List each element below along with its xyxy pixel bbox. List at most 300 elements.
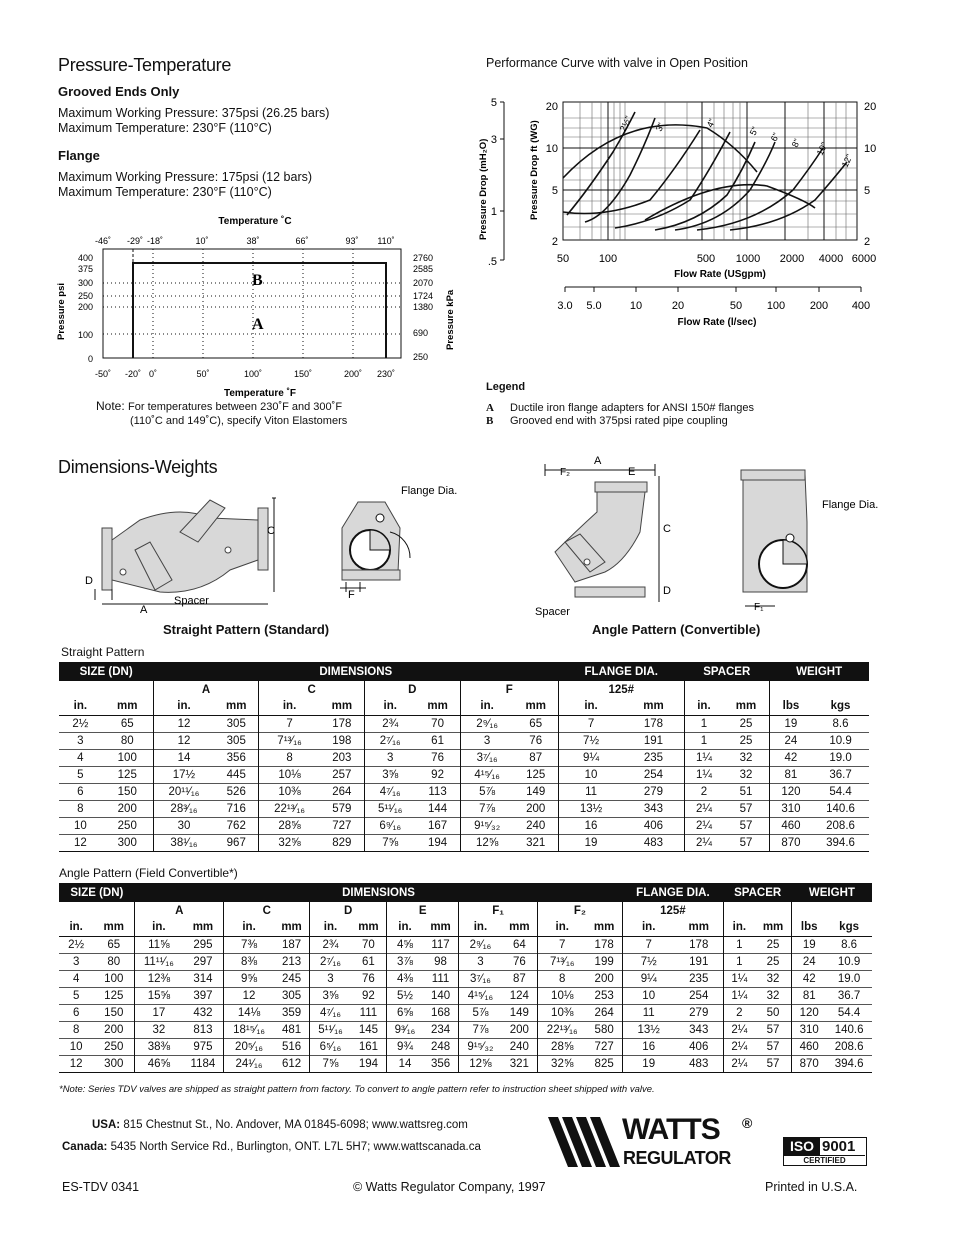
table-cell: 149 [509,1006,529,1019]
straight-label-f: F [348,589,355,601]
table-cell: 264 [594,1006,614,1019]
unit-header: mm [423,919,459,936]
table-cell: 305 [226,734,246,747]
table-cell: 30 [153,817,214,834]
table-cell: 140.6 [826,802,855,815]
ls-tick: 100 [766,300,786,312]
table-cell: 9³⁄₁₆ [387,1021,423,1038]
table-cell: 10 [73,819,87,832]
table-cell: 5⅞ [459,1004,502,1021]
table-cell: 295 [193,938,213,951]
table-cell: 10⅜ [538,1004,587,1021]
watts-stripes-icon [548,1115,628,1170]
unit-header: lbs [769,698,812,715]
table-cell: 235 [689,972,709,985]
table-cell: 343 [689,1023,709,1036]
pt-top-ticks [95,236,395,246]
pt-right-tick: 2585 [413,264,434,274]
usgpm-tick: 6000 [851,253,877,265]
table-cell: 199 [594,955,614,968]
pt-top-tick: 93˚ [345,236,359,246]
unit-header: mm [351,919,387,936]
ls-tick: 50 [729,300,743,312]
table-cell: 1¼ [684,749,723,766]
table-cell: 394.6 [834,1057,864,1070]
table-cell: 150 [117,785,137,798]
curve-8 [675,142,775,230]
table-cell: 3⁷⁄₁₆ [460,749,513,766]
table-cell: 10⅛ [538,987,587,1004]
table-cell: 15⅝ [135,987,183,1004]
table-cell: 3 [364,749,415,766]
table-cell: 57 [766,1040,780,1053]
table-row [59,749,869,766]
table-cell: 24 [769,732,812,749]
pt-right-tick: 250 [413,352,429,362]
dimensions-title: Dimensions-Weights [58,457,218,477]
table-cell: 2 [684,783,723,800]
ls-ticks [557,300,870,312]
table-cell: 3⅞ [387,953,423,970]
table-cell: 2½ [72,717,89,730]
pt-bottom-tick: 230˚ [376,369,396,379]
table-row [59,987,872,1004]
table-cell: 25 [766,938,780,951]
col-dimensions: DIMENSIONS [153,662,558,681]
table-cell: 161 [358,1040,378,1053]
table-cell: 10⅜ [259,783,320,800]
unit-header: in. [59,919,93,936]
table-cell: 8 [538,970,587,987]
pt-top-tick: 10˚ [195,236,209,246]
pt-left-axis-title: Pressure psi [56,282,67,340]
table-cell: 2¼ [723,1055,754,1072]
table-cell: 36.7 [837,989,861,1002]
performance-curves [563,112,847,230]
pt-bottom-tick: -20˚ [124,369,142,379]
usgpm-axis-title: Flow Rate (USgpm) [674,269,766,280]
pt-bottom-tick: 50˚ [196,369,210,379]
table-cell: 145 [358,1023,378,1036]
table-cell: 432 [193,1006,213,1019]
table-cell: 305 [281,989,302,1002]
table-cell: 12⅝ [459,1055,502,1072]
pt-bottom-axis-title: Temperature ˚F [223,388,297,399]
table-cell: 12 [73,836,87,849]
table-cell: 245 [281,972,302,985]
ls-tick: 20 [671,300,685,312]
col-f1: F₁ [459,902,538,919]
table-cell: 111 [431,972,450,985]
table-cell: 1 [723,953,754,970]
table-cell: 42 [769,749,812,766]
table-cell: 61 [362,955,375,968]
legend-b-key: B [486,415,494,427]
table-cell: 191 [643,734,664,747]
table-cell: 7⅞ [460,800,513,817]
table-cell: 80 [107,955,121,968]
straight-label-spacer: Spacer [174,595,209,607]
pt-left-tick: 200 [77,302,93,312]
pt-note-label: Note: [96,399,125,413]
table-cell: 76 [512,955,526,968]
table-cell: 65 [120,717,134,730]
table-cell: 194 [358,1057,378,1070]
table-cell: 81 [792,987,826,1004]
unit-header: in. [460,698,513,715]
table-cell: 264 [332,785,352,798]
pt-right-axis-title: Pressure kPa [445,289,456,350]
col-spacer: SPACER [684,662,769,681]
table-cell: 8.6 [832,717,849,730]
angle-label-d: D [663,585,671,597]
col-c: C [224,902,310,919]
table-cell: 194 [427,836,448,849]
legend-b-text: Grooved end with 375psi rated pipe coupling [510,415,728,427]
table-cell: 967 [226,836,246,849]
table-cell: 38⅜ [135,1038,183,1055]
table-cell: 17½ [153,766,214,783]
table-cell: 167 [427,819,448,832]
table-cell: 208.6 [826,819,855,832]
pt-bottom-tick: 200˚ [343,369,363,379]
unit-header: mm [623,698,684,715]
usgpm-tick: 500 [696,253,716,265]
table-cell: 234 [430,1023,451,1036]
angle-label-f2: F₂ [560,467,570,478]
legend-item-b [486,415,728,427]
col-dimensions: DIMENSIONS [135,883,623,902]
table-cell: 16 [622,1038,674,1055]
table-cell: 42 [792,970,826,987]
usgpm-tick: 50 [556,253,570,265]
table-cell: 2¼ [723,1021,754,1038]
unit-header: in. [558,698,623,715]
table-cell: 140.6 [834,1023,864,1036]
table-subheader-row [59,681,869,698]
pt-top-tick: -29˚ [126,236,144,246]
table-cell: 10.9 [829,734,852,747]
table-cell: 829 [332,836,352,849]
table-cell: 32 [766,989,780,1002]
table-row [59,834,869,851]
unit-header: mm [274,919,310,936]
straight-pattern-drawing [80,480,458,620]
table-cell: 300 [117,836,137,849]
table-cell: 120 [792,1004,826,1021]
table-cell: 100 [104,972,124,985]
table-cell: 11⅝ [135,936,183,953]
pt-note-line2: (110˚C and 149˚C), specify Viton Elastomers [130,415,348,427]
table-cell: 254 [643,768,664,781]
unit-header: mm [755,919,792,936]
table-cell: 406 [643,819,664,832]
table-cell: 7¹³⁄₁₆ [259,732,320,749]
legend-a-key: A [486,402,494,414]
table-cell: 24 [792,953,826,970]
table-cell: 149 [526,785,546,798]
table-cell: 975 [193,1040,213,1053]
table-cell: 203 [332,751,352,764]
usgpm-tick: 4000 [818,253,844,265]
table-cell: 13½ [622,1021,674,1038]
col-a: A [135,902,224,919]
iso-badge [783,1137,867,1166]
flange-specs [58,170,312,200]
angle-pattern-caption: Angle Pattern (Convertible) [592,622,761,637]
right-tick: 10 [864,143,877,155]
copyright: © Watts Regulator Company, 1997 [353,1180,546,1194]
unit-header: mm [214,698,259,715]
pt-bottom-ticks [95,369,395,379]
angle-pattern-table [59,883,872,1073]
table-row [59,800,869,817]
table-cell: 7½ [558,732,623,749]
table-cell: 32⅝ [538,1055,587,1072]
straight-label-c: C [267,525,275,537]
curve-12 [730,162,847,230]
table-cell: 6⁹⁄₁₆ [364,817,415,834]
col-c: C [259,681,365,698]
grooved-temperature: Maximum Temperature: 230°F (110°C) [58,121,272,135]
table-cell: 14⅛ [224,1004,274,1021]
flange-heading: Flange [58,148,100,163]
pt-right-tick: 2760 [413,253,434,263]
table-cell: 25 [766,955,780,968]
table-header-row [59,883,872,902]
table-cell: 314 [193,972,213,985]
table-cell: 3 [459,953,502,970]
table-cell: 3⁷⁄₁₆ [459,970,502,987]
table-cell: 4⅝ [387,936,423,953]
ls-axis-title: Flow Rate (l/sec) [677,317,757,328]
unit-header: in. [622,919,674,936]
table-cell: 10⅛ [259,766,320,783]
col-a: A [153,681,259,698]
col-125: 125# [558,681,684,698]
table-cell: 1 [684,715,723,732]
unit-header: mm [102,698,154,715]
table-cell: 87 [529,751,543,764]
curve-label: 5" [747,125,761,137]
table-cell: 7 [538,936,587,953]
table-cell: 394.6 [826,836,855,849]
table-cell: 1¼ [723,987,754,1004]
table-cell: 120 [769,783,812,800]
table-cell: 36.7 [829,768,852,781]
table-cell: 825 [594,1057,614,1070]
table-cell: 9¹⁵⁄₃₂ [460,817,513,834]
iso-certified: CERTIFIED [784,1155,865,1165]
table-cell: 6⅝ [387,1004,423,1021]
table-cell: 3 [460,732,513,749]
table-cell: 150 [104,1006,124,1019]
col-flange-dia: FLANGE DIA. [622,883,723,902]
table-cell: 3⅝ [310,987,351,1004]
pt-right-tick: 1380 [413,302,434,312]
table-cell: 2¼ [684,817,723,834]
table-cell: 19.0 [829,751,852,764]
table-cell: 14 [153,749,214,766]
usgpm-tick: 1000 [735,253,761,265]
curve-label: 4" [704,117,718,129]
table-cell: 12 [153,715,214,732]
table-cell: 87 [512,972,526,985]
unit-header: mm [514,698,559,715]
table-cell: 140 [430,989,451,1002]
straight-label-a: A [140,604,148,616]
iso-label: ISO [784,1138,820,1155]
table-cell: 24¹⁄₁₆ [224,1055,274,1072]
table-cell: 8 [77,802,84,815]
table-cell: 111 [359,1006,378,1019]
unit-header: mm [723,698,769,715]
col-f2: F₂ [538,902,623,919]
table-cell: 32 [766,972,780,985]
table-cell: 100 [117,751,137,764]
table-cell: 612 [281,1057,302,1070]
ls-tick: 400 [851,300,871,312]
table-cell: 125 [526,768,546,781]
table-cell: 5⅞ [460,783,513,800]
table-cell: 2⁷⁄₁₆ [310,953,351,970]
pt-region-b-label: B [252,272,263,289]
table-cell: 19 [769,715,812,732]
table-cell: 1¼ [723,970,754,987]
table-cell: 2¼ [684,800,723,817]
table-cell: 200 [509,1023,529,1036]
table-cell: 248 [430,1040,451,1053]
table-cell: 38¹⁄₁₆ [153,834,214,851]
ls-tick: 10 [629,300,643,312]
usgpm-ticks [557,253,876,265]
table-cell: 445 [226,768,246,781]
table-cell: 81 [769,766,812,783]
watts-wordmark: WATTS [622,1113,720,1146]
table-cell: 526 [226,785,246,798]
doc-code: ES-TDV 0341 [62,1180,140,1194]
table-cell: 7⅝ [364,834,415,851]
table-cell: 3 [310,970,351,987]
table-row [59,953,872,970]
canada-text: 5435 North Service Rd., Burlington, ONT. L7L 5H7; www.wattscanada.ca [110,1141,481,1153]
table-cell: 11 [622,1004,674,1021]
table-cell: 65 [107,938,121,951]
table-cell: 4⅜ [387,970,423,987]
table-cell: 6 [72,1006,80,1019]
table-row [59,1004,872,1021]
table-cell: 76 [529,734,543,747]
unit-header: kgs [826,919,872,936]
unit-header: in. [723,919,754,936]
table-cell: 70 [431,717,444,730]
table-cell: 12⅝ [460,834,513,851]
table-unit-row [59,919,872,936]
table-cell: 870 [792,1055,826,1072]
table-cell: 10 [69,1040,83,1053]
straight-label-d: D [85,575,93,587]
table-cell: 92 [362,989,375,1002]
pressure-temperature-title: Pressure-Temperature [58,55,232,75]
table-cell: 4⁷⁄₁₆ [310,1004,351,1021]
flange-pressure: Maximum Working Pressure: 175psi (12 bars) [58,170,313,184]
table-row [59,936,872,953]
col-d: D [310,902,387,919]
table-cell: 51 [739,785,753,798]
table-cell: 397 [193,989,213,1002]
table-cell: 9¹⁵⁄₃₂ [459,1038,502,1055]
table-unit-row [59,698,869,715]
angle-table-caption: Angle Pattern (Field Convertible*) [59,866,238,880]
table-cell: 579 [332,802,352,815]
table-row [59,970,872,987]
registered-mark: ® [742,1115,753,1131]
table-cell: 11 [558,783,623,800]
table-cell: 208.6 [834,1040,864,1053]
table-cell: 253 [594,989,614,1002]
table-cell: 7 [558,715,623,732]
table-cell: 235 [643,751,664,764]
table-cell: 10 [558,766,623,783]
table-cell: 14 [387,1055,423,1072]
pt-bottom-tick: 150˚ [293,369,313,379]
table-cell: 12⅜ [135,970,183,987]
col-f: F [460,681,558,698]
table-cell: 20¹¹⁄₁₆ [153,783,214,800]
table-cell: 12 [224,987,274,1004]
table-cell: 125 [117,768,137,781]
table-cell: 257 [332,768,352,781]
usa-address [92,1119,468,1131]
table-cell: 2⁹⁄₁₆ [459,936,502,953]
grooved-specs [58,106,329,136]
table-cell: 356 [226,751,246,764]
table-cell: 125 [104,989,124,1002]
performance-title: Performance Curve with valve in Open Position [486,56,748,70]
table-header-row [59,662,869,681]
curve-label: 6" [768,131,782,143]
ls-tick: 200 [809,300,829,312]
table-cell: 2⁹⁄₁₆ [460,715,513,732]
ft-tick: 5 [551,185,558,197]
table-cell: 1 [684,732,723,749]
table-cell: 870 [769,834,812,851]
table-cell: 22¹³⁄₁₆ [538,1021,587,1038]
curve-label: 2½" [617,114,634,133]
table-cell: 7 [259,715,320,732]
table-row [59,732,869,749]
ft-ticks [546,101,558,248]
table-cell: 8.6 [841,938,858,951]
unit-header: mm [675,919,724,936]
table-cell: 8 [72,1023,80,1036]
usa-text: 815 Chestnut St., No. Andover, MA 01845-6098; www.wattsreg.com [123,1119,468,1131]
table-cell: 178 [332,717,352,730]
unit-header: in. [364,698,415,715]
table-cell: 7¹³⁄₁₆ [538,953,587,970]
table-cell: 57 [766,1057,780,1070]
angle-label-spacer: Spacer [535,606,570,618]
unit-header: in. [387,919,423,936]
printed-in: Printed in U.S.A. [765,1180,858,1194]
unit-header: mm [586,919,622,936]
table-cell: 7 [622,936,674,953]
table-cell: 5 [77,768,84,781]
table-cell: 12 [153,732,214,749]
col-size: SIZE (DN) [59,662,153,681]
unit-header: in. [459,919,502,936]
pt-left-tick: 300 [77,278,93,288]
